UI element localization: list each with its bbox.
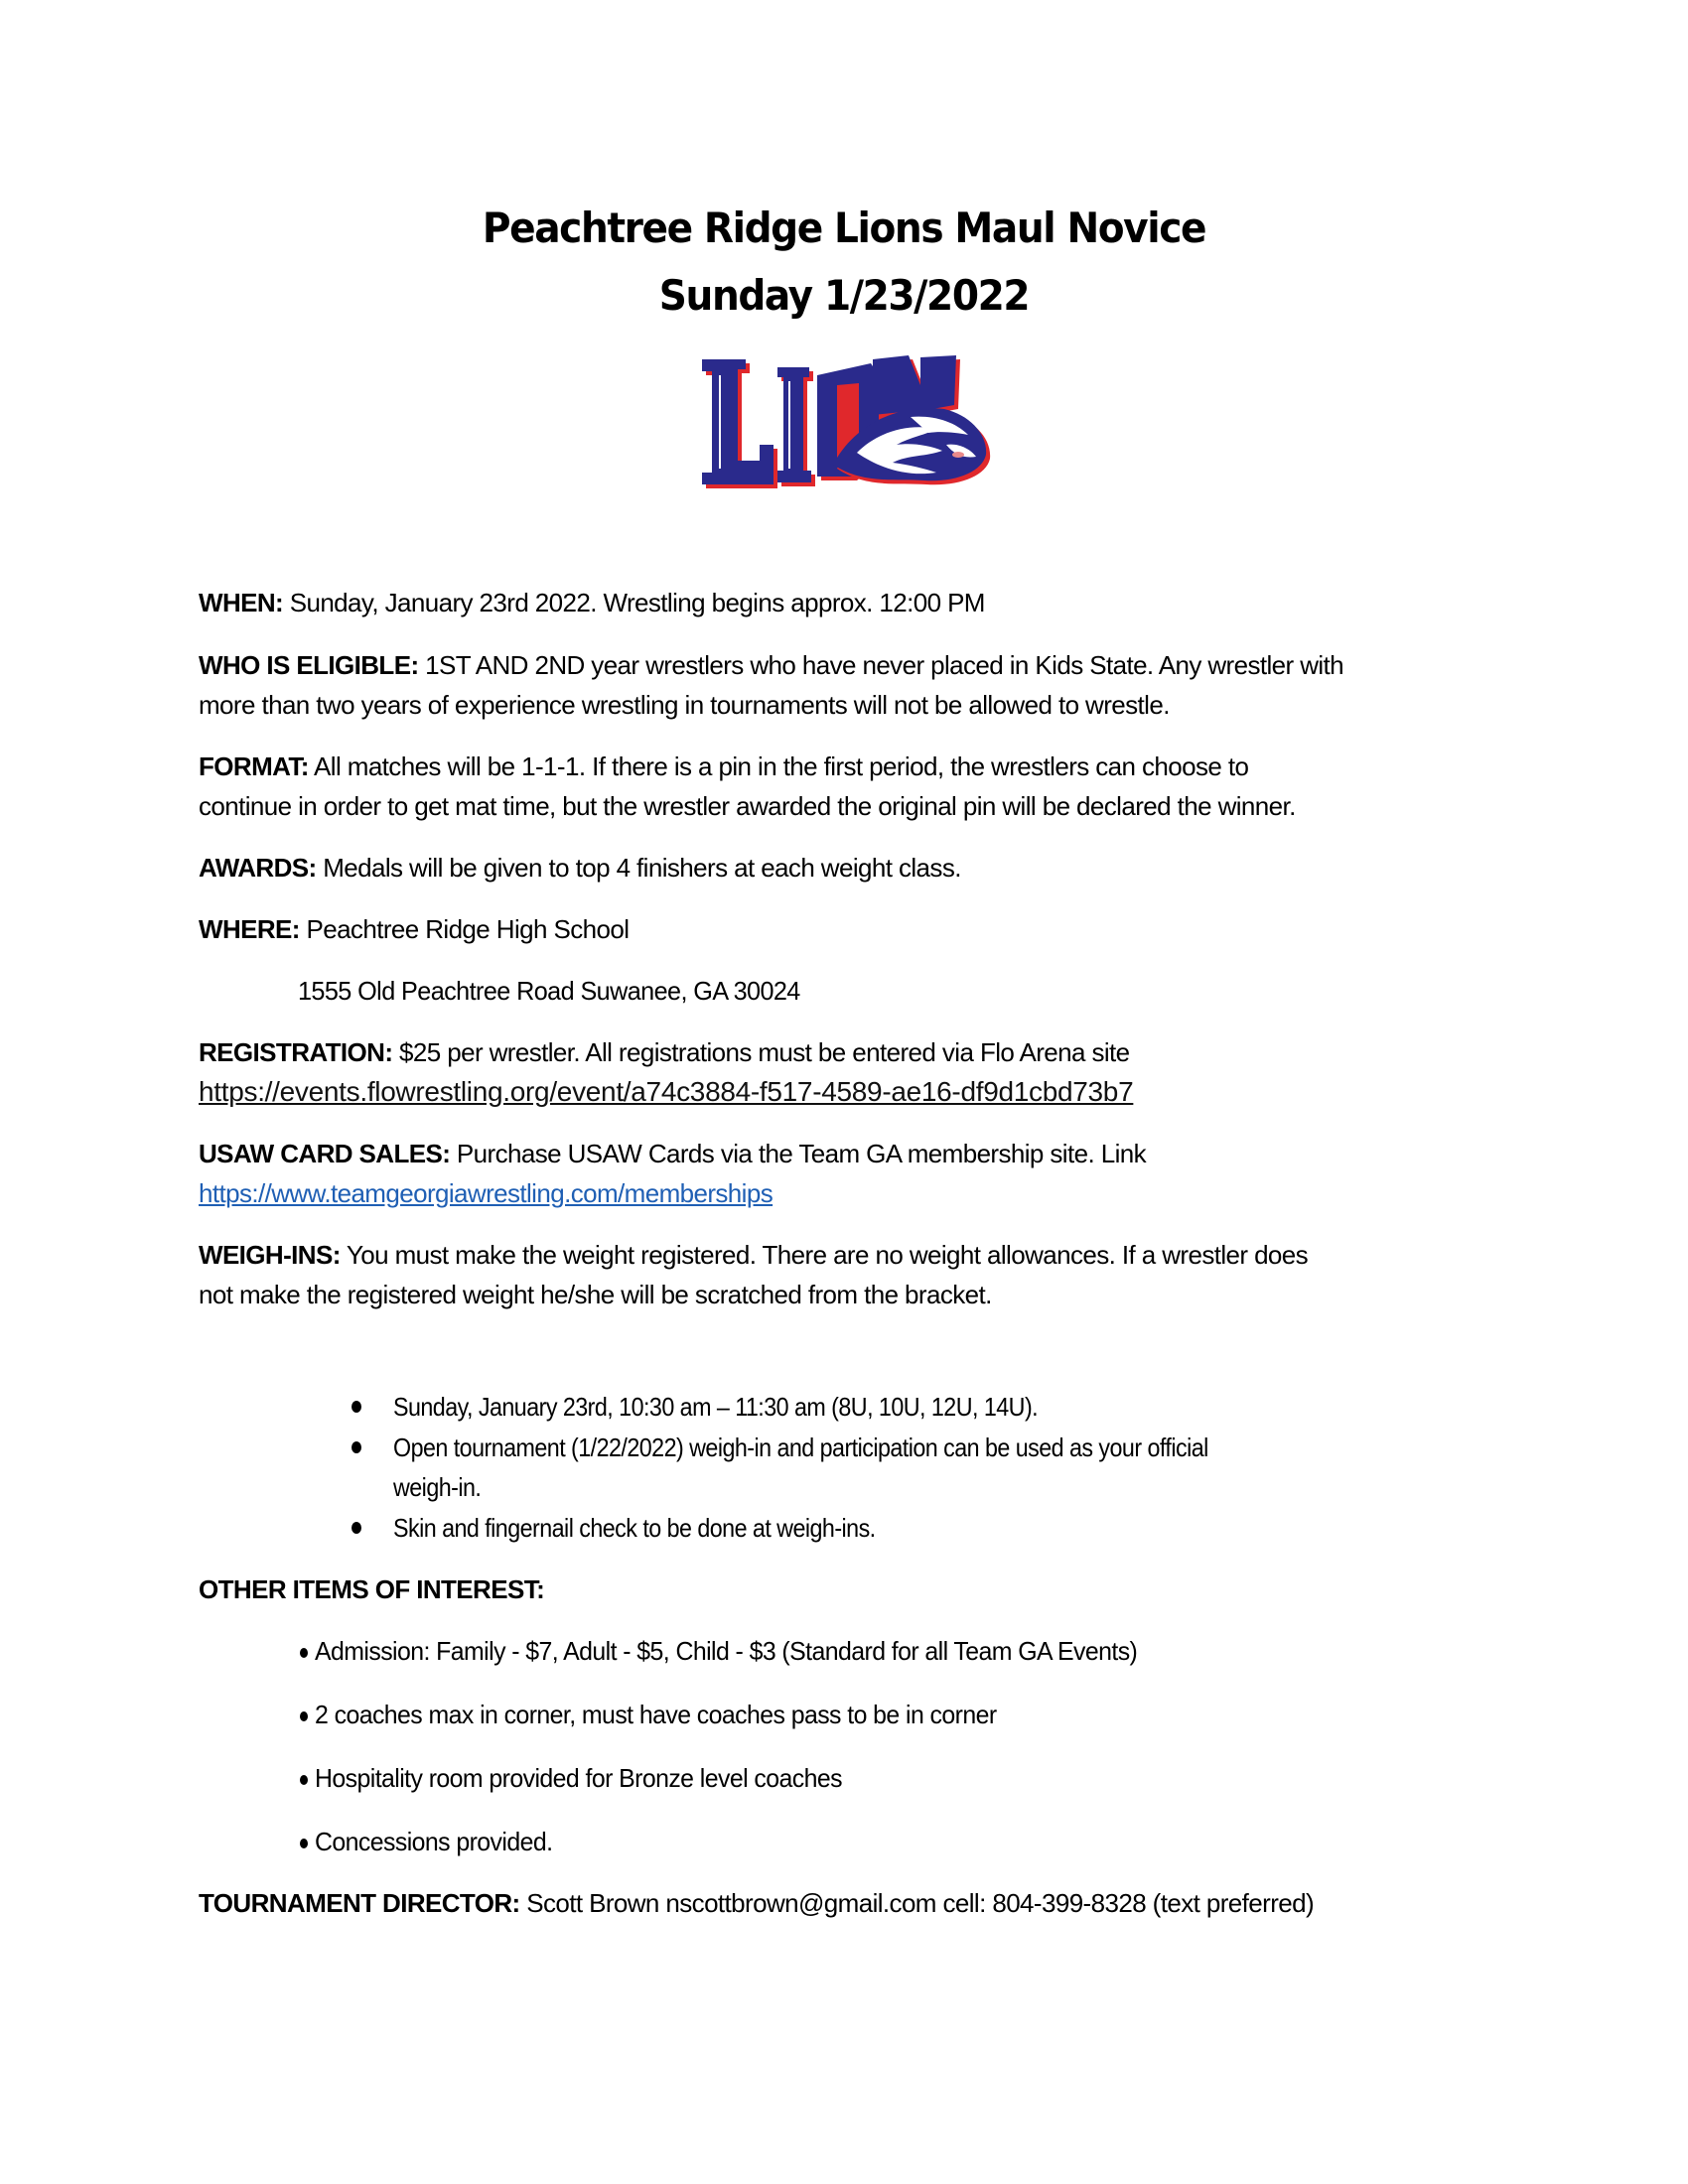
other-item: 2 coaches max in corner, must have coaches pass to be in corner [315,1700,997,1729]
registration-section [199,1032,1489,1112]
registration-label: REGISTRATION: [199,1037,393,1067]
weighin-bullet: Sunday, January 23rd, 10:30 am – 11:30 am (8U, 10U, 12U, 14U). [393,1392,1039,1422]
weighins-text-line1: You must make the weight registered. There are no weight allowances. If a wrestler does [340,1240,1309,1270]
usaw-label: USAW CARD SALES: [199,1139,451,1168]
other-item: Concessions provided. [315,1827,553,1856]
bullet-icon [300,1775,308,1785]
director-section [199,1883,1489,1923]
weighin-bullet: Open tournament (1/22/2022) weigh-in and participation can be used as your official [393,1433,1208,1462]
director-label: TOURNAMENT DIRECTOR: [199,1888,520,1918]
weighin-bullet: Skin and fingernail check to be done at weigh-ins. [393,1513,876,1543]
lions-logo [698,349,996,496]
weighins-text-line2: not make the registered weight he/she will be scratched from the bracket. [199,1280,992,1309]
awards-label: AWARDS: [199,853,317,883]
bullet-icon [352,1522,361,1534]
weighin-bullet-continued: weigh-in. [393,1472,482,1502]
where-label: WHERE: [199,914,300,944]
other-items-section [199,1570,1489,1609]
when-section [199,583,1489,622]
registration-text: $25 per wrestler. All registrations must be entered via Flo Arena site [392,1037,1130,1067]
other-items-label: OTHER ITEMS OF INTEREST: [199,1574,545,1604]
bullet-icon [300,1648,308,1658]
eligible-text-line1: 1ST AND 2ND year wrestlers who have never placed in Kids State. Any wrestler with [418,650,1344,680]
bullet-icon [352,1441,361,1453]
weighins-section [199,1235,1489,1314]
usaw-section [199,1134,1489,1213]
other-item: Hospitality room provided for Bronze level coaches [315,1763,842,1793]
awards-text: Medals will be given to top 4 finishers at each weight class. [316,853,961,883]
format-text-line2: continue in order to get mat time, but the wrestler awarded the original pin will be declared the winner. [199,791,1296,821]
where-text: Peachtree Ridge High School [299,914,630,944]
eligible-label: WHO IS ELIGIBLE: [199,650,419,680]
format-section [199,747,1489,826]
bullet-icon [352,1401,361,1413]
format-label: FORMAT: [199,751,309,781]
page-title: Peachtree Ridge Lions Maul Novice [482,204,1206,252]
usaw-text: Purchase USAW Cards via the Team GA membership site. Link [450,1139,1147,1168]
director-text: Scott Brown nscottbrown@gmail.com cell: 804-399-8328 (text preferred) [519,1888,1315,1918]
where-address: 1555 Old Peachtree Road Suwanee, GA 30024 [298,976,800,1006]
registration-link[interactable]: https://events.flowrestling.org/event/a74c3884-f517-4589-ae16-df9d1cbd73b7 [199,1076,1134,1107]
when-label: WHEN: [199,588,284,617]
bullet-icon [300,1839,308,1848]
eligibility-section [199,645,1489,725]
event-date: Sunday 1/23/2022 [658,271,1030,320]
weighins-label: WEIGH-INS: [199,1240,341,1270]
bullet-icon [300,1711,308,1721]
when-text: Sunday, January 23rd 2022. Wrestling begins approx. 12:00 PM [283,588,985,617]
eligible-text-line2: more than two years of experience wrestling in tournaments will not be allowed to wrestle. [199,690,1170,720]
memberships-link[interactable]: https://www.teamgeorgiawrestling.com/memberships [199,1178,774,1208]
format-text-line1: All matches will be 1-1-1. If there is a pin in the first period, the wrestlers can choose to [308,751,1249,781]
awards-section [199,848,1489,887]
where-section [199,909,1489,949]
other-item: Admission: Family - $7, Adult - $5, Child - $3 (Standard for all Team GA Events) [315,1636,1138,1666]
